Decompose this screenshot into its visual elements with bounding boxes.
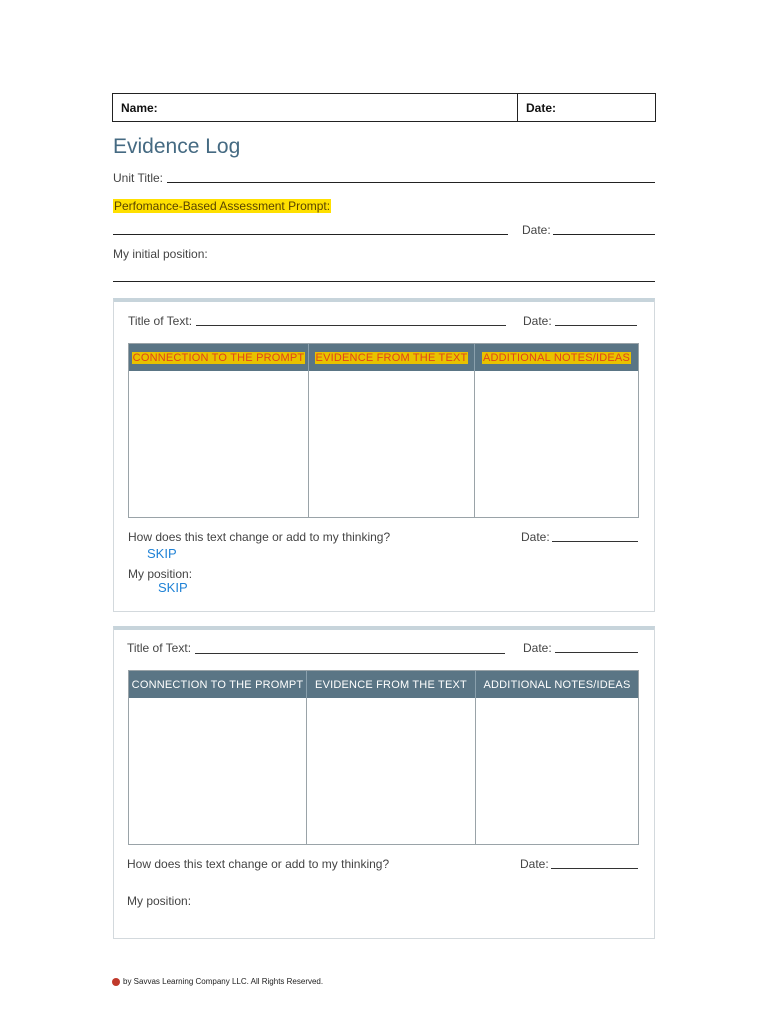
table-body-row bbox=[129, 371, 638, 517]
name-field[interactable] bbox=[113, 94, 518, 121]
initial-position-label: My initial position: bbox=[113, 247, 208, 261]
skip-link-1[interactable]: SKIP bbox=[147, 546, 177, 561]
card2-question-label: How does this text change or add to my thinking? bbox=[127, 857, 390, 871]
card1-question-date-label: Date: bbox=[521, 530, 550, 544]
unit-title-line[interactable] bbox=[167, 182, 655, 183]
prompt-label: Perfomance-Based Assessment Prompt: bbox=[114, 199, 331, 213]
prompt-date-label: Date: bbox=[522, 223, 551, 237]
card2-title-label: Title of Text: bbox=[127, 641, 192, 655]
card1-date-label: Date: bbox=[523, 314, 552, 328]
name-date-table bbox=[112, 93, 656, 122]
evidence-cell[interactable] bbox=[309, 371, 475, 517]
initial-position-line[interactable] bbox=[113, 281, 655, 282]
connection-cell[interactable] bbox=[129, 371, 309, 517]
card1-title-label: Title of Text: bbox=[128, 314, 193, 328]
notes-cell[interactable] bbox=[475, 371, 638, 517]
table-header-row bbox=[129, 344, 638, 371]
copyright-footer bbox=[112, 977, 323, 986]
card1-date-line[interactable] bbox=[555, 325, 637, 326]
connection-cell[interactable] bbox=[129, 698, 307, 844]
column-header-notes: ADDITIONAL NOTES/IDEAS bbox=[482, 351, 631, 364]
prompt-date-line[interactable] bbox=[553, 234, 655, 235]
column-header-connection: CONNECTION TO THE PROMPT bbox=[129, 671, 307, 698]
copyright-text: by Savvas Learning Company LLC. All Rights Reserved. bbox=[123, 977, 324, 986]
card2-date-label: Date: bbox=[523, 641, 552, 655]
name-label: Name: bbox=[121, 100, 158, 115]
unit-title-label: Unit Title: bbox=[113, 171, 164, 185]
card1-title-line[interactable] bbox=[196, 325, 506, 326]
card1-question-date-line[interactable] bbox=[552, 541, 638, 542]
card1-position-label: My position: bbox=[128, 567, 193, 581]
card2-evidence-table bbox=[128, 670, 639, 845]
card2-question-date-label: Date: bbox=[520, 857, 549, 871]
column-header-evidence: EVIDENCE FROM THE TEXT bbox=[309, 344, 475, 371]
card2-date-line[interactable] bbox=[555, 652, 638, 653]
page-title: Evidence Log bbox=[113, 135, 241, 158]
evidence-cell[interactable] bbox=[307, 698, 476, 844]
prompt-line[interactable] bbox=[113, 234, 508, 235]
skip-link-2[interactable]: SKIP bbox=[158, 580, 188, 595]
card2-title-line[interactable] bbox=[195, 653, 505, 654]
notes-cell[interactable] bbox=[476, 698, 638, 844]
copyright-icon bbox=[112, 978, 120, 986]
date-field[interactable] bbox=[518, 94, 655, 121]
column-header-connection: CONNECTION TO THE PROMPT bbox=[129, 344, 309, 371]
card2-question-date-line[interactable] bbox=[551, 868, 638, 869]
date-label: Date: bbox=[526, 100, 557, 115]
table-body-row bbox=[129, 698, 638, 844]
card1-question-label: How does this text change or add to my thinking? bbox=[128, 530, 391, 544]
card1-evidence-table bbox=[128, 343, 639, 518]
card2-position-label: My position: bbox=[127, 894, 192, 908]
table-header-row bbox=[129, 671, 638, 698]
column-header-evidence: EVIDENCE FROM THE TEXT bbox=[307, 671, 476, 698]
column-header-notes: ADDITIONAL NOTES/IDEAS bbox=[483, 678, 631, 691]
